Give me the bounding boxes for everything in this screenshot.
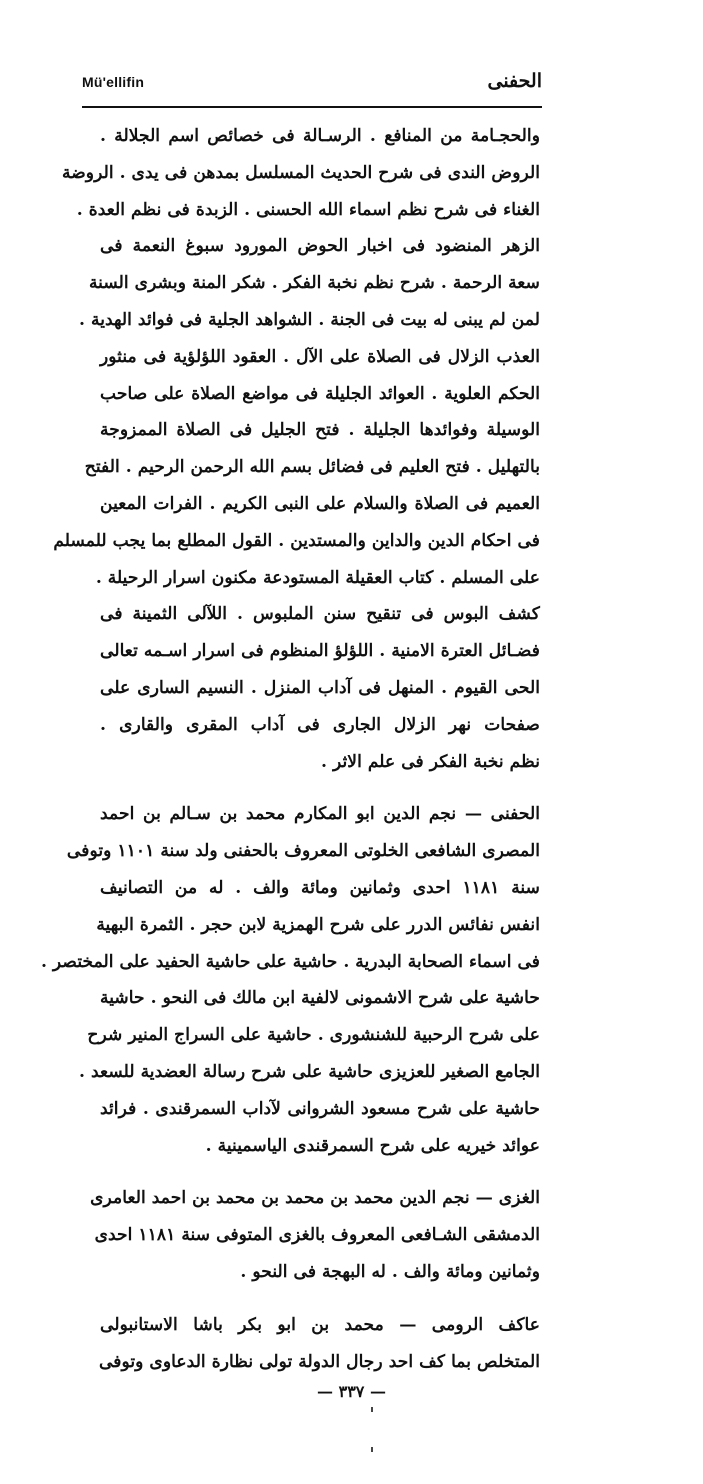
text-line: العميم فى الصلاة والسلام على النبى الكريم . الفرات المعين [100, 493, 540, 514]
text-line: حاشية على شرح الاشمونى لالفية ابن مالك فى النحو . حاشية [100, 988, 540, 1009]
text-line: كشف البوس فى تنقيح سنن الملبوس . اللآلى الثمينة فى [100, 604, 540, 625]
text-line: على المسلم . كتاب العقيلة المستودعة مكنون اسرار الرحيلة . [95, 567, 540, 588]
paragraph-gap [100, 1164, 540, 1180]
text-line: صفحات نهر الزلال الجارى فى آداب المقرى والقارى . [100, 714, 540, 735]
text-line: المصرى الشافعى الخلوتى المعروف بالحفنى ولد سنة ١١٠١ وتوفى [66, 841, 540, 862]
text-line: على شرح الرحبية للشنشورى . حاشية على السراج المنير شرح [87, 1025, 540, 1046]
paragraph [40, 796, 540, 1164]
text-line: الجامع الصغير للعزيزى حاشية على شرح رسالة العضدية للسعد . [79, 1061, 540, 1082]
text-line: حاشية على شرح مسعود الشروانى لآداب السمرقندى . فرائد [100, 1098, 540, 1119]
text-line: بالتهليل . فتح العليم فى فضائل بسم الله الرحمن الرحيم . الفتح [84, 457, 540, 478]
text-line: العذب الزلال فى الصلاة على الآل . العقود اللؤلؤية فى منثور [100, 346, 540, 367]
body-text [40, 118, 540, 1380]
page-header [82, 70, 542, 104]
text-line: الوسيلة وفوائدها الجليلة . فتح الجليل فى الصلاة الممزوجة [100, 420, 540, 441]
text-line: عوائد خيريه على شرح السمرقندى الياسمينية . [205, 1135, 540, 1156]
page-number: — ٣٣٧ — [317, 1382, 386, 1401]
text-line: فى احكام الدين والداين والمستدين . القول المطلع بما يجب للمسلم [53, 530, 540, 551]
scan-speck [371, 1407, 373, 1412]
text-line: الدمشقى الشـافعى المعروف بالغزى المتوفى سنة ١١٨١ احدى [94, 1225, 540, 1246]
text-line: الزهر المنضود فى اخبار الحوض المورود سبوغ النعمة فى [100, 236, 540, 257]
header-rule [82, 106, 542, 108]
paragraph [100, 1307, 540, 1381]
text-line: المتخلص بما كف احد رجال الدولة تولى نظارة الدعاوى وتوفى [98, 1351, 540, 1372]
paragraph [53, 118, 540, 780]
text-line: والحجـامة من المنافع . الرسـالة فى خصائص اسم الجلالة . [100, 126, 540, 146]
text-line: انفس نفائس الدرر على شرح الهمزية لابن حجر . الثمرة البهية [96, 914, 540, 935]
text-line: فضـائل العترة الامنية . اللؤلؤ المنظوم فى اسرار اسـمه تعالى [100, 641, 540, 662]
text-line: لمن لم يبنى له بيت فى الجنة . الشواهد الجلية فى فوائد الهدية . [79, 309, 540, 330]
text-line: عاكف الرومى — محمد بن ابو بكر باشا الاستانبولى [100, 1314, 540, 1335]
text-line: سنة ١١٨١ احدى وثمانين ومائة والف . له من التصانيف [100, 877, 540, 898]
text-line: الحفنى — نجم الدين ابو المكارم محمد بن سـالم بن احمد [100, 804, 540, 825]
paragraph [90, 1180, 540, 1290]
text-line: الروض الندى فى شرح الحديث المسلسل بمدهن فى يدى . الروضة [62, 162, 540, 183]
text-line: الغناء فى شرح نظم اسماء الله الحسنى . الزبدة فى نظم العدة . [76, 199, 540, 220]
header-left-title: Mü'ellifin [82, 74, 145, 90]
text-line: فى اسماء الصحابة البدرية . حاشية على حاشية الحفيد على المختصر . [40, 951, 540, 972]
text-line: وثمانين ومائة والف . له البهجة فى النحو . [240, 1261, 540, 1282]
text-line: الحى القيوم . المنهل فى آداب المنزل . النسيم السارى على [100, 677, 540, 698]
text-line: الغزى — نجم الدين محمد بن محمد بن محمد بن احمد العامرى [90, 1188, 540, 1209]
scan-speck [371, 1447, 373, 1452]
text-line: نظم نخبة الفكر فى علم الاثر . [321, 751, 540, 772]
paragraph-gap [100, 780, 540, 796]
header-right-title: الحفنى [487, 70, 542, 92]
paragraph-gap [100, 1291, 540, 1307]
text-line: سعة الرحمة . شرح نظم نخبة الفكر . شكر المنة وبشرى السنة [88, 273, 540, 294]
text-line: الحكم العلوية . العوائد الجليلة فى مواضع الصلاة على صاحب [100, 383, 540, 404]
